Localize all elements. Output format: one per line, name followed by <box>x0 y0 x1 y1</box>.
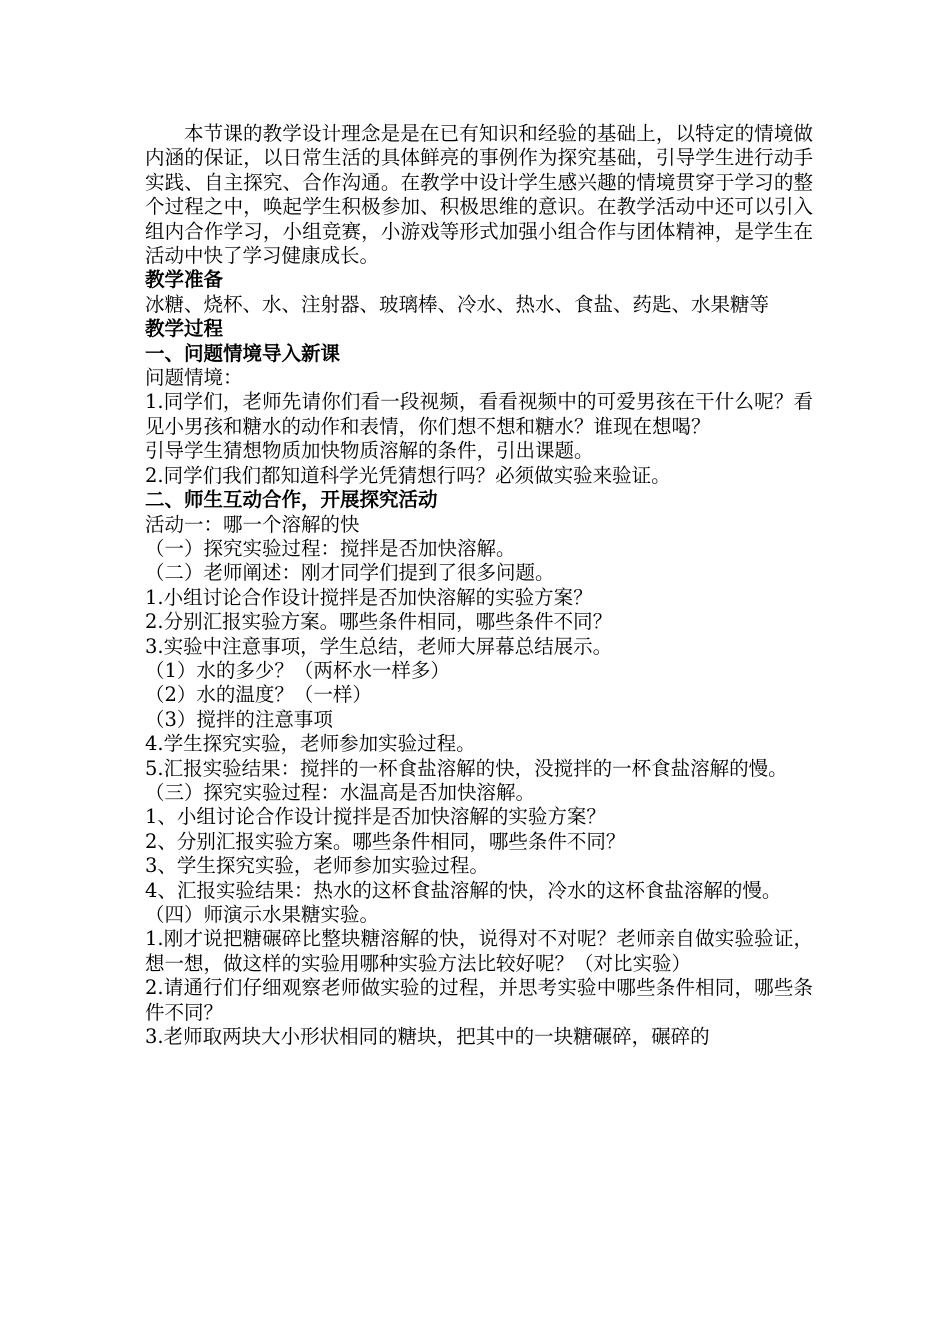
prep-paragraph: 冰糖、烧杯、水、注射器、玻璃棒、冷水、热水、食盐、药匙、水果糖等 <box>145 292 770 316</box>
paragraph: 1.同学们，老师先请你们看一段视频，看看视频中的可爱男孩在干什么呢？看见小男孩和糖水的动作和表情，你们想不想和糖水？谁现在想喝？ <box>145 390 813 438</box>
paragraph: 4、汇报实验结果：热水的这杯食盐溶解的快，冷水的这杯食盐溶解的慢。 <box>145 878 782 902</box>
process-heading: 教学过程 <box>145 317 224 341</box>
paragraph: （四）师演示水果糖实验。 <box>145 903 380 926</box>
section2-heading: 二、师生互动合作，开展探究活动 <box>145 488 438 512</box>
paragraph: 引导学生猜想物质加快物质溶解的条件，引出课题。 <box>145 439 594 463</box>
paragraph: 1.小组讨论合作设计搅拌是否加快溶解的实验方案？ <box>145 585 593 609</box>
paragraph: 问题情境： <box>145 366 243 390</box>
paragraph: 活动一：哪一个溶解的快 <box>145 512 360 536</box>
paragraph: 3.实验中注意事项，学生总结，老师大屏幕总结展示。 <box>145 634 613 658</box>
paragraph: （2）水的温度？（一样） <box>145 683 372 707</box>
paragraph: 2、分别汇报实验方案。哪些条件相同，哪些条件不同？ <box>145 829 626 853</box>
paragraph: （二）老师阐述：刚才同学们提到了很多问题。 <box>145 561 555 585</box>
paragraph: （3）搅拌的注意事项 <box>145 707 333 731</box>
document-page <box>145 122 813 1049</box>
paragraph: 3、学生探究实验，老师参加实验过程。 <box>145 854 489 878</box>
intro-paragraph: 本节课的教学设计理念是是在已有知识和经验的基础上，以特定的情境做内涵的保证，以日常生活的具体鲜亮的事例作为探究基础，引导学生进行动手实践、自主探究、合作沟通。在教学中设计学生感兴趣的情境贯穿于学习的整个过程之中，唤起学生积极参加、积极思维的意识。在教学活动中还可以引入组内合作学习，小组竞赛，小游戏等形式加强小组合作与团体精神，是学生在活动中快了学习健康成长。 <box>145 122 813 268</box>
paragraph: 2.请通行们仔细观察老师做实验的过程，并思考实验中哪些条件相同，哪些条件不同？ <box>145 976 813 1024</box>
paragraph: （1）水的多少？（两杯水一样多） <box>145 658 450 682</box>
paragraph: 4.学生探究实验，老师参加实验过程。 <box>145 732 476 756</box>
paragraph: （三）探究实验过程：水温高是否加快溶解。 <box>145 780 536 804</box>
paragraph: （一）探究实验过程：搅拌是否加快溶解。 <box>145 536 516 560</box>
section1-heading: 一、问题情境导入新课 <box>145 341 341 365</box>
paragraph: 1、小组讨论合作设计搅拌是否加快溶解的实验方案？ <box>145 805 606 829</box>
paragraph: 3.老师取两块大小形状相同的糖块，把其中的一块糖碾碎，碾碎的 <box>145 1025 710 1049</box>
paragraph: 2.同学们我们都知道科学光凭猜想行吗？必须做实验来验证。 <box>145 463 671 487</box>
prep-heading: 教学准备 <box>145 268 224 292</box>
paragraph: 2.分别汇报实验方案。哪些条件相同，哪些条件不同？ <box>145 610 613 634</box>
paragraph: 5.汇报实验结果：搅拌的一杯食盐溶解的快，没搅拌的一杯食盐溶解的慢。 <box>145 756 788 780</box>
paragraph: 1.刚才说把糖碾碎比整块糖溶解的快，说得对不对呢？老师亲自做实验验证，想一想，做这样的实验用哪种实验方法比较好呢？（对比实验） <box>145 927 813 975</box>
